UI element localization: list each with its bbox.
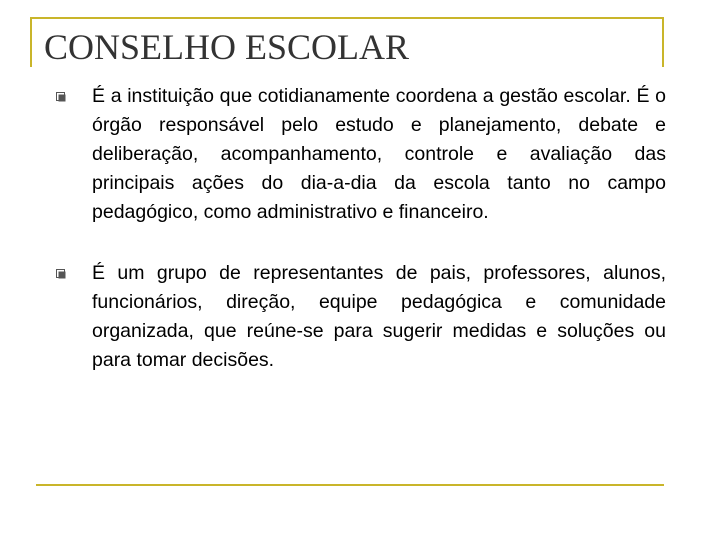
bullet-item bbox=[56, 82, 666, 227]
left-border-line bbox=[30, 17, 32, 67]
top-border-line bbox=[30, 17, 664, 19]
checkbox-square-icon bbox=[56, 269, 66, 279]
slide-title: CONSELHO ESCOLAR bbox=[44, 27, 410, 67]
checkbox-square-icon bbox=[56, 92, 66, 102]
right-border-line bbox=[662, 17, 664, 67]
bullet-text: É a instituição que cotidianamente coordena a gestão escolar. É o órgão responsável pelo estudo e planejamento, debate e deliberação, acompanhamento, controle e avaliação das principais ações do dia-a-dia da escola tanto no campo pedagógico, como administrativo e financeiro. bbox=[92, 85, 666, 223]
bottom-border-line bbox=[36, 484, 664, 486]
bullet-item bbox=[56, 259, 666, 375]
bullet-list bbox=[56, 82, 666, 375]
bullet-text: É um grupo de representantes de pais, professores, alunos, funcionários, direção, equipe pedagógica e comunidade organizada, que reúne-se para sugerir medidas e soluções ou para tomar decisões. bbox=[92, 262, 666, 371]
